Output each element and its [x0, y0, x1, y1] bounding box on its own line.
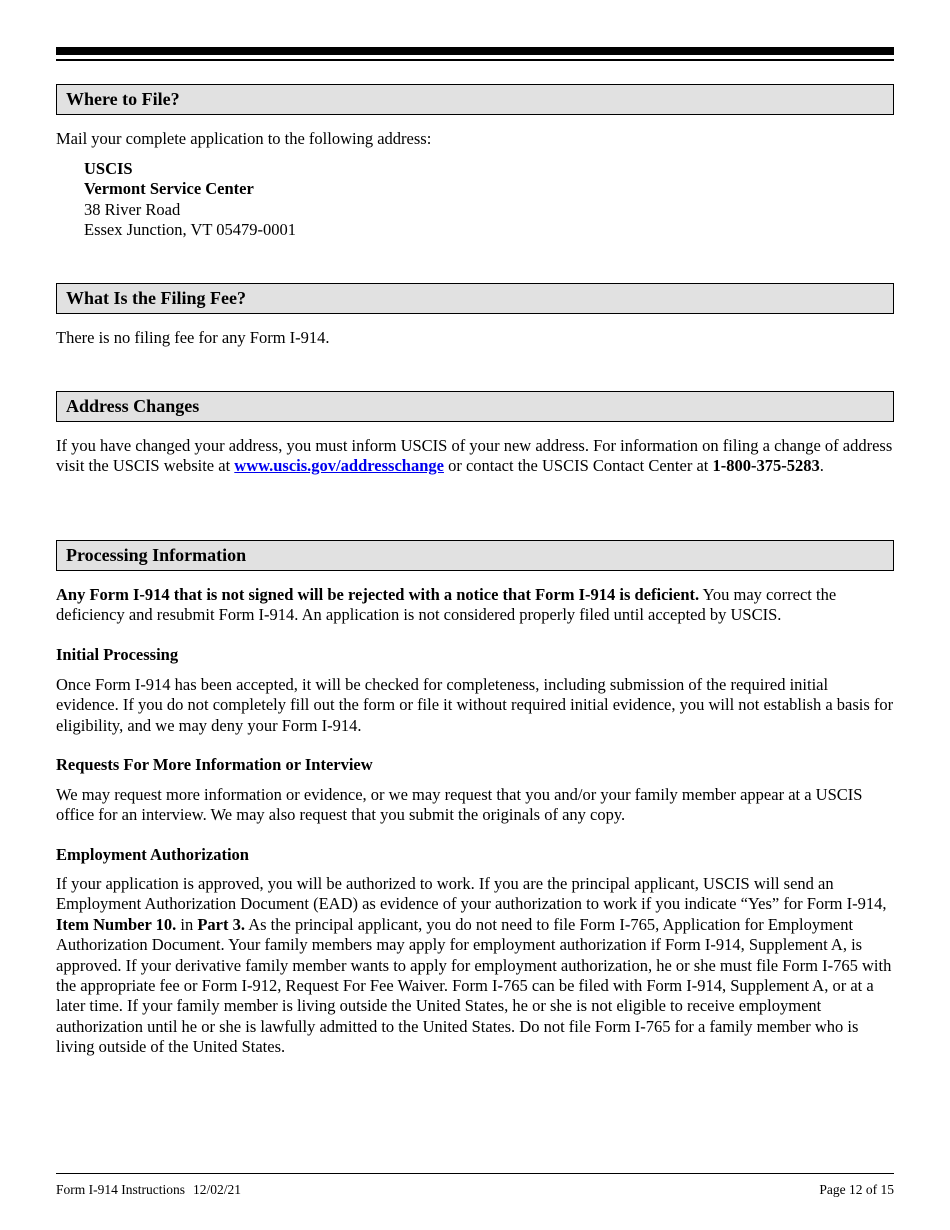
- processing-intro: [56, 585, 894, 626]
- address-line: 38 River Road: [84, 199, 181, 219]
- item-number-ref: Item Number 10.: [56, 914, 177, 934]
- address-line: Essex Junction, VT 05479-0001: [84, 220, 297, 240]
- filing-fee-text: There is no filing fee for any Form I-914.: [56, 328, 330, 347]
- employment-text-part: If your application is approved, you will be authorized to work. If you are the principal applicant, USCIS will send an Employment Authorization Document (EAD) as evidence of your authorization to work if you indicate “Yes” for Form I-914,: [56, 874, 887, 914]
- employment-authorization-text: [56, 874, 894, 1058]
- address-change-link[interactable]: www.uscis.gov/addresschange: [234, 456, 444, 476]
- part-ref: Part 3.: [197, 914, 245, 934]
- section-heading-processing: Processing Information: [56, 540, 894, 571]
- header-rule-thin: [56, 59, 894, 61]
- footer-form-name: Form I-914 Instructions: [56, 1182, 185, 1197]
- subheading-initial-processing: Initial Processing: [56, 645, 179, 664]
- address-line: USCIS: [84, 159, 133, 178]
- footer-date: 12/02/21: [193, 1182, 242, 1197]
- requests-text: We may request more information or evidence, or we may request that you and/or your family member appear at a USCIS office for an interview. We may also request that you submit the originals of any copy.: [56, 785, 863, 825]
- contact-center-phone: 1-800-375-5283: [712, 456, 820, 476]
- footer-rule: [56, 1173, 894, 1174]
- subheading-requests: Requests For More Information or Interview: [56, 755, 373, 774]
- address-changes-text-part: or contact the USCIS Contact Center at: [443, 456, 713, 476]
- mailing-address: [84, 159, 296, 241]
- address-changes-text-end: .: [819, 456, 824, 476]
- footer-page-number: Page 12 of 15: [819, 1182, 894, 1197]
- address-line: Vermont Service Center: [84, 179, 254, 199]
- address-changes-text: [56, 436, 894, 477]
- footer-form-info: [56, 1182, 241, 1198]
- subheading-employment-authorization: Employment Authorization: [56, 845, 249, 864]
- where-to-file-intro: Mail your complete application to the following address:: [56, 129, 432, 148]
- initial-processing-text: Once Form I-914 has been accepted, it will be checked for completeness, including submission of the required initial evidence. If you do not completely fill out the form or file it without required initial evidence, you will not establish a basis for eligibility, and we may deny your Form I-914.: [56, 675, 894, 735]
- processing-intro-bold: Any Form I-914 that is not signed will be rejected with a notice that Form I-914 is deficient.: [56, 585, 700, 604]
- employment-text-part: in: [176, 914, 198, 934]
- section-heading-filing-fee: What Is the Filing Fee?: [56, 283, 894, 314]
- section-heading-where-to-file: Where to File?: [56, 84, 894, 115]
- header-rule-thick: [56, 47, 894, 55]
- processing-intro-rest: You may correct the deficiency and resubmit Form I-914. An application is not considered properly filed until accepted by USCIS.: [56, 585, 837, 625]
- section-heading-address-changes: Address Changes: [56, 391, 894, 422]
- employment-text-part: As the principal applicant, you do not need to file Form I-765, Application for Employment Authorization Document. Your family members may apply for employment authorization if Form I-914, Supplement A, is approved. If your derivative family member wants to apply for employment authorization, he or she must file Form I-765 with the appropriate fee or Form I-912, Request For Fee Waiver. Form I-765 can be filed with Form I-914, Supplement A, or at a later time. If your family member is living outside the United States, he or she is not eligible to receive employment authorization until he or she is lawfully admitted to the United States. Do not file Form I-765 for a family member who is living outside of the United States.: [56, 914, 892, 1057]
- address-changes-text-part: If you have changed your address, you must inform USCIS of your new address. For information on filing a change of address visit the USCIS website at: [56, 436, 893, 476]
